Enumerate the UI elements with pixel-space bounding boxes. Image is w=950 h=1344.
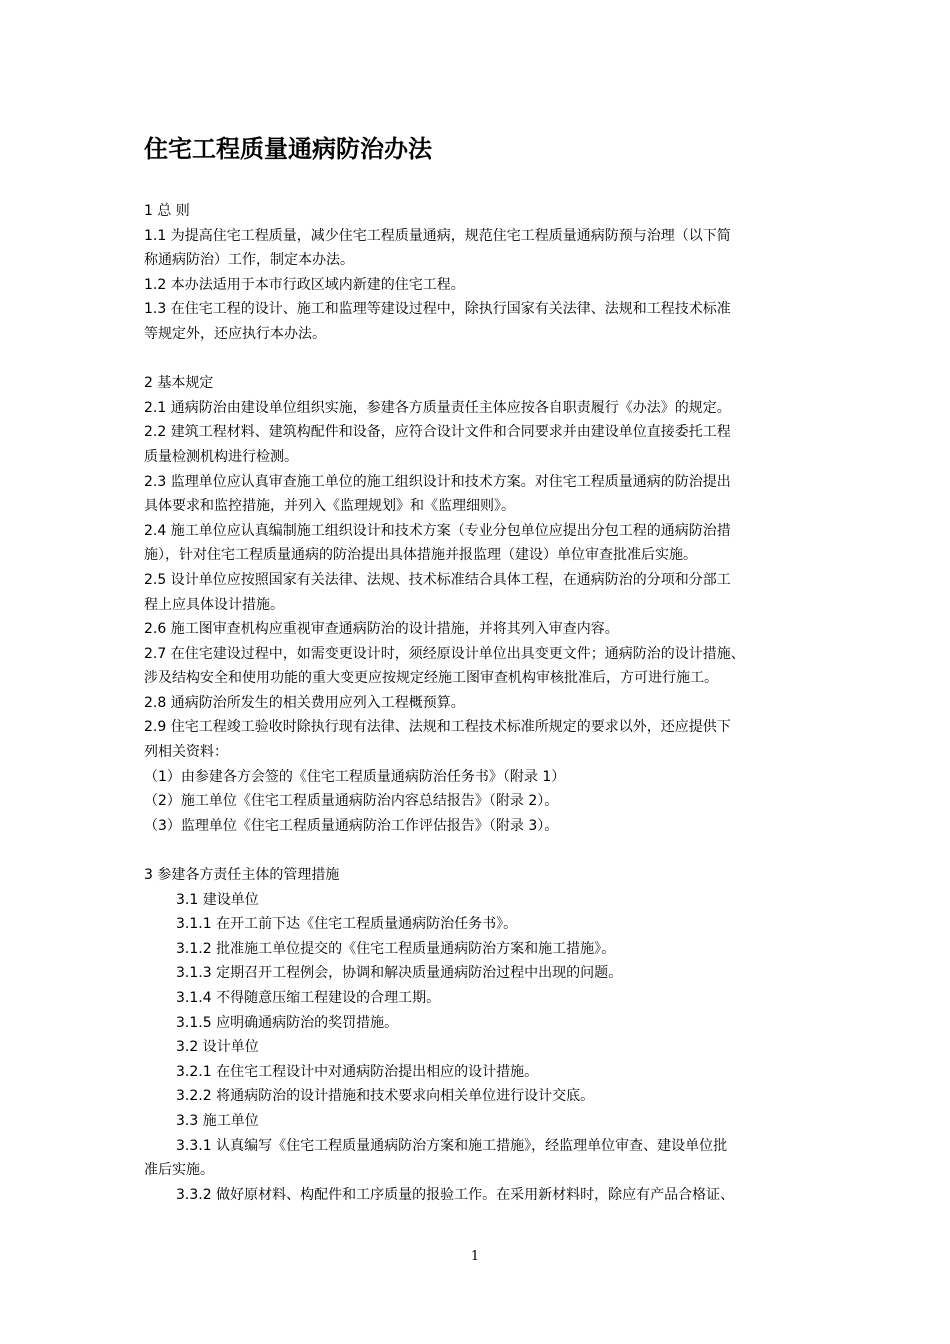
- list-item-2: （2）施工单位《住宅工程质量通病防治内容总结报告》（附录 2）。: [144, 793, 559, 810]
- item-3-1-2: 3.1.2 批准施工单位提交的《住宅工程质量通病防治方案和施工措施》。: [176, 940, 616, 957]
- paragraph-2-4-line-2: 施），针对住宅工程质量通病的防治提出具体措施并报监理（建设）单位审查批准后实施。: [144, 547, 697, 564]
- blank-line: [144, 838, 812, 863]
- paragraph-2-7-line-1: 2.7 在住宅建设过程中，如需变更设计时，须经原设计单位出具变更文件；通病防治的设计措施、: [144, 645, 745, 662]
- paragraph-2-6: 2.6 施工图审查机构应重视审查通病防治的设计措施，并将其列入审查内容。: [144, 621, 619, 638]
- item-3-2-2: 3.2.2 将通病防治的设计措施和技术要求向相关单位进行设计交底。: [176, 1088, 595, 1105]
- blank-line: [144, 347, 812, 372]
- item-3-1-1: 3.1.1 在开工前下达《住宅工程质量通病防治任务书》。: [176, 916, 518, 933]
- paragraph-2-9-line-2: 列相关资料：: [144, 744, 228, 761]
- paragraph-2-5-line-1: 2.5 设计单位应按照国家有关法律、法规、技术标准结合具体工程，在通病防治的分项和分部工: [144, 571, 731, 588]
- item-3-3-1-line-2: 准后实施。: [144, 1162, 214, 1179]
- paragraph-2-7-line-2: 涉及结构安全和使用功能的重大变更应按规定经施工图审查机构审核批准后，方可进行施工。: [144, 670, 718, 687]
- subsection-3-3-heading: 3.3 施工单位: [176, 1112, 259, 1129]
- item-3-1-4: 3.1.4 不得随意压缩工程建设的合理工期。: [176, 990, 441, 1006]
- item-3-2-1: 3.2.1 在住宅工程设计中对通病防治提出相应的设计措施。: [176, 1063, 539, 1080]
- item-3-3-2-line-1: 3.3.2 做好原材料、构配件和工序质量的报验工作。在采用新材料时，除应有产品合格证、: [176, 1186, 735, 1203]
- list-item-3: （3）监理单位《住宅工程质量通病防治工作评估报告》（附录 3）。: [144, 817, 559, 834]
- list-item-1: （1）由参建各方会签的《住宅工程质量通病防治任务书》（附录 1）: [144, 768, 566, 785]
- section-1-heading: 1 总 则: [144, 203, 190, 219]
- paragraph-2-3-line-2: 具体要求和监控措施，并列入《监理规划》和《监理细则》。: [144, 498, 515, 515]
- item-3-1-3: 3.1.3 定期召开工程例会，协调和解决质量通病防治过程中出现的问题。: [176, 965, 623, 982]
- document-body: [144, 199, 812, 1207]
- paragraph-1-3-line-1: 1.3 在住宅工程的设计、施工和监理等建设过程中，除执行国家有关法律、法规和工程技术标准: [144, 301, 731, 318]
- item-3-3-1-line-1: 3.3.1 认真编写《住宅工程质量通病防治方案和施工措施》，经监理单位审查、建设单位批: [176, 1137, 728, 1154]
- paragraph-2-9-line-1: 2.9 住宅工程竣工验收时除执行现有法律、法规和工程技术标准所规定的要求以外，还应提供下: [144, 719, 731, 736]
- paragraph-2-4-line-1: 2.4 施工单位应认真编制施工组织设计和技术方案（专业分包单位应提出分包工程的通病防治措: [144, 522, 731, 539]
- paragraph-2-1: 2.1 通病防治由建设单位组织实施，参建各方质量责任主体应按各自职责履行《办法》的规定。: [144, 399, 731, 416]
- subsection-3-1-heading: 3.1 建设单位: [176, 891, 259, 908]
- paragraph-1-3-line-2: 等规定外，还应执行本办法。: [144, 325, 326, 342]
- paragraph-1-2: 1.2 本办法适用于本市行政区域内新建的住宅工程。: [144, 276, 465, 293]
- section-3-heading: 3 参建各方责任主体的管理措施: [144, 867, 340, 884]
- page-number: 1: [470, 1249, 480, 1264]
- paragraph-2-2-line-2: 质量检测机构进行检测。: [144, 448, 298, 465]
- section-2-heading: 2 基本规定: [144, 375, 214, 392]
- paragraph-1-1-line-2: 称通病防治）工作，制定本办法。: [144, 252, 354, 269]
- paragraph-2-8: 2.8 通病防治所发生的相关费用应列入工程概预算。: [144, 694, 465, 711]
- document-title: 住宅工程质量通病防治办法: [144, 135, 432, 163]
- subsection-3-2-heading: 3.2 设计单位: [176, 1039, 259, 1056]
- paragraph-2-5-line-2: 程上应具体设计措施。: [144, 596, 284, 613]
- item-3-1-5: 3.1.5 应明确通病防治的奖罚措施。: [176, 1014, 399, 1031]
- paragraph-2-3-line-1: 2.3 监理单位应认真审查施工单位的施工组织设计和技术方案。对住宅工程质量通病的防治提出: [144, 473, 731, 490]
- paragraph-2-2-line-1: 2.2 建筑工程材料、建筑构配件和设备，应符合设计文件和合同要求并由建设单位直接委托工程: [144, 424, 731, 441]
- paragraph-1-1-line-1: 1.1 为提高住宅工程质量，减少住宅工程质量通病，规范住宅工程质量通病防预与治理（以下简: [144, 227, 731, 244]
